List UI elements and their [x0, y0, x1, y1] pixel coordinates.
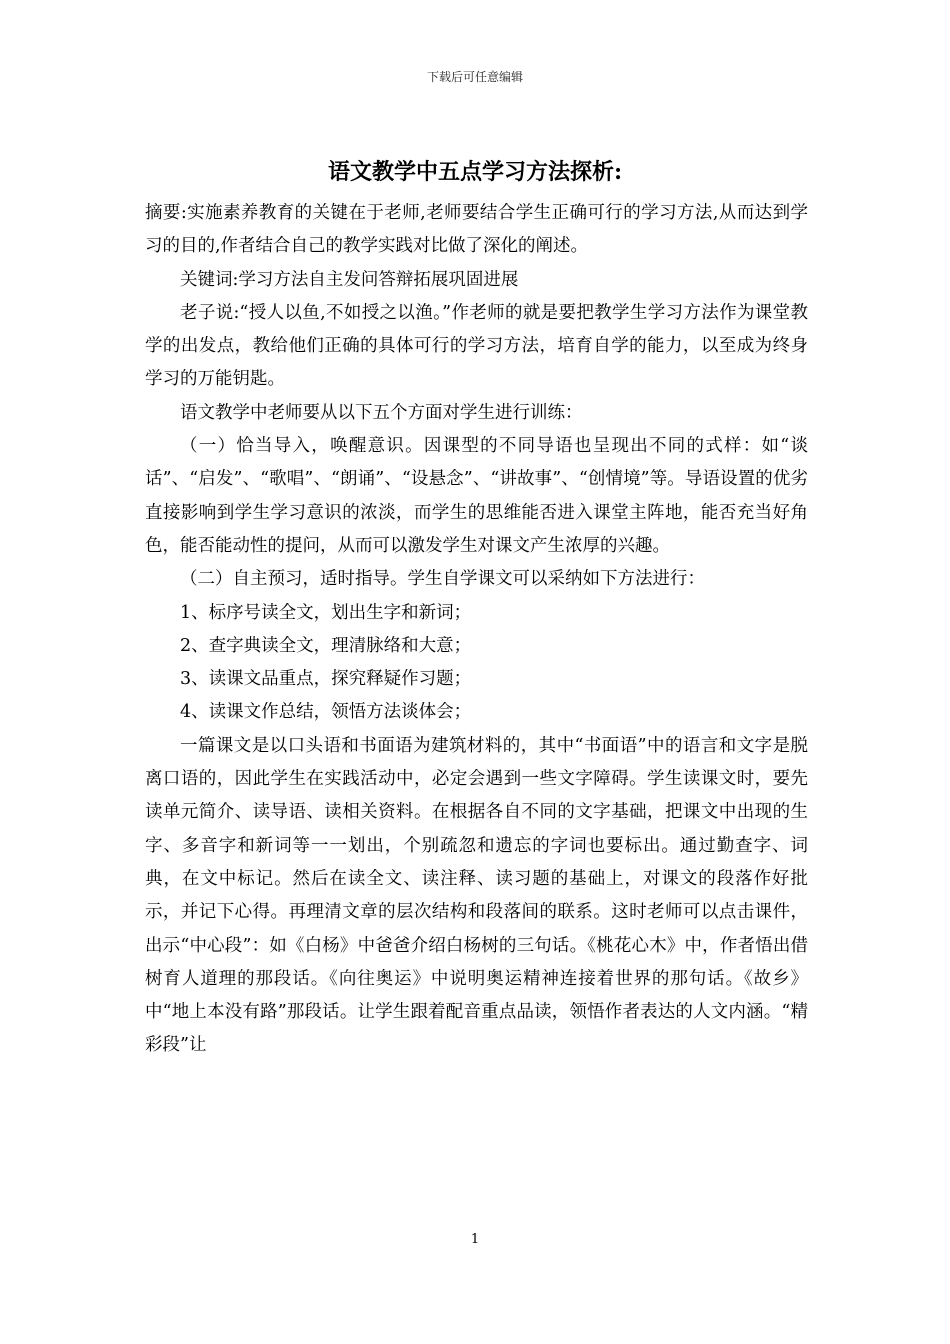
document-body — [145, 197, 808, 1063]
abstract-paragraph: 摘要:实施素养教育的关键在于老师,老师要结合学生正确可行的学习方法,从而达到学习的目的,作者结合自己的教学实践对比做了深化的阐述。 — [145, 203, 808, 257]
step-four-item: 4、读课文作总结，领悟方法谈体会； — [180, 702, 472, 723]
long-paragraph: 一篇课文是以口头语和书面语为建筑材料的，其中“书面语”中的语言和文字是脱离口语的，因此学生在实践活动中，必定会遇到一些文字障碍。学生读课文时，要先读单元简介、读导语、读相关资料。在根据各自不同的文字基础，把课文中出现的生字、多音字和新词等一一划出，个别疏忽和遗忘的字词也要标出。通过勤查字、词典，在文中标记。然后在读全文、读注释、读习题的基础上，对课文的段落作好批示，并记下心得。再理清文章的层次结构和段落间的联系。这时老师可以点击课件，出示“中心段”：如《白杨》中爸爸介绍白杨树的三句话。《桃花心木》中，作者悟出借树育人道理的那段话。《向往奥运》中说明奥运精神连接着世界的那句话。《故乡》中“地上本没有路”那段话。让学生跟着配音重点品读，领悟作者表达的人文内涵。“精彩段”让 — [145, 735, 808, 1056]
keywords-paragraph: 关键词:学习方法自主发问答辩拓展巩固进展 — [180, 269, 519, 290]
page-number: 1 — [470, 1232, 480, 1247]
page-header-note: 下载后可任意编辑 — [426, 70, 523, 84]
section-two-paragraph: （二）自主预习，适时指导。学生自学课文可以采纳如下方法进行： — [180, 569, 705, 590]
document-title: 语文教学中五点学习方法探析: — [327, 159, 623, 185]
step-one-item: 1、标序号读全文，划出生字和新词； — [180, 602, 472, 623]
laozi-quote-paragraph: 老子说:“授人以鱼,不如授之以渔。”作老师的就是要把教学生学习方法作为课堂教学的出发点，教给他们正确的具体可行的学习方法，培育自学的能力，以至成为终身学习的万能钥匙。 — [145, 302, 808, 390]
five-aspects-paragraph: 语文教学中老师要从以下五个方面对学生进行训练： — [180, 402, 583, 423]
step-two-item: 2、查字典读全文，理清脉络和大意； — [180, 635, 472, 656]
step-three-item: 3、读课文品重点，探究释疑作习题； — [180, 669, 472, 690]
section-one-paragraph: （一）恰当导入，唤醒意识。因课型的不同导语也呈现出不同的式样：如“谈话”、“启发”、“歌唱”、“朗诵”、“设悬念”、“讲故事”、“创情境”等。导语设置的优劣直接影响到学生学习意识的浓淡，而学生的思维能否进入课堂主阵地，能否充当好角色，能否能动性的提问，从而可以激发学生对课文产生浓厚的兴趣。 — [145, 436, 808, 556]
